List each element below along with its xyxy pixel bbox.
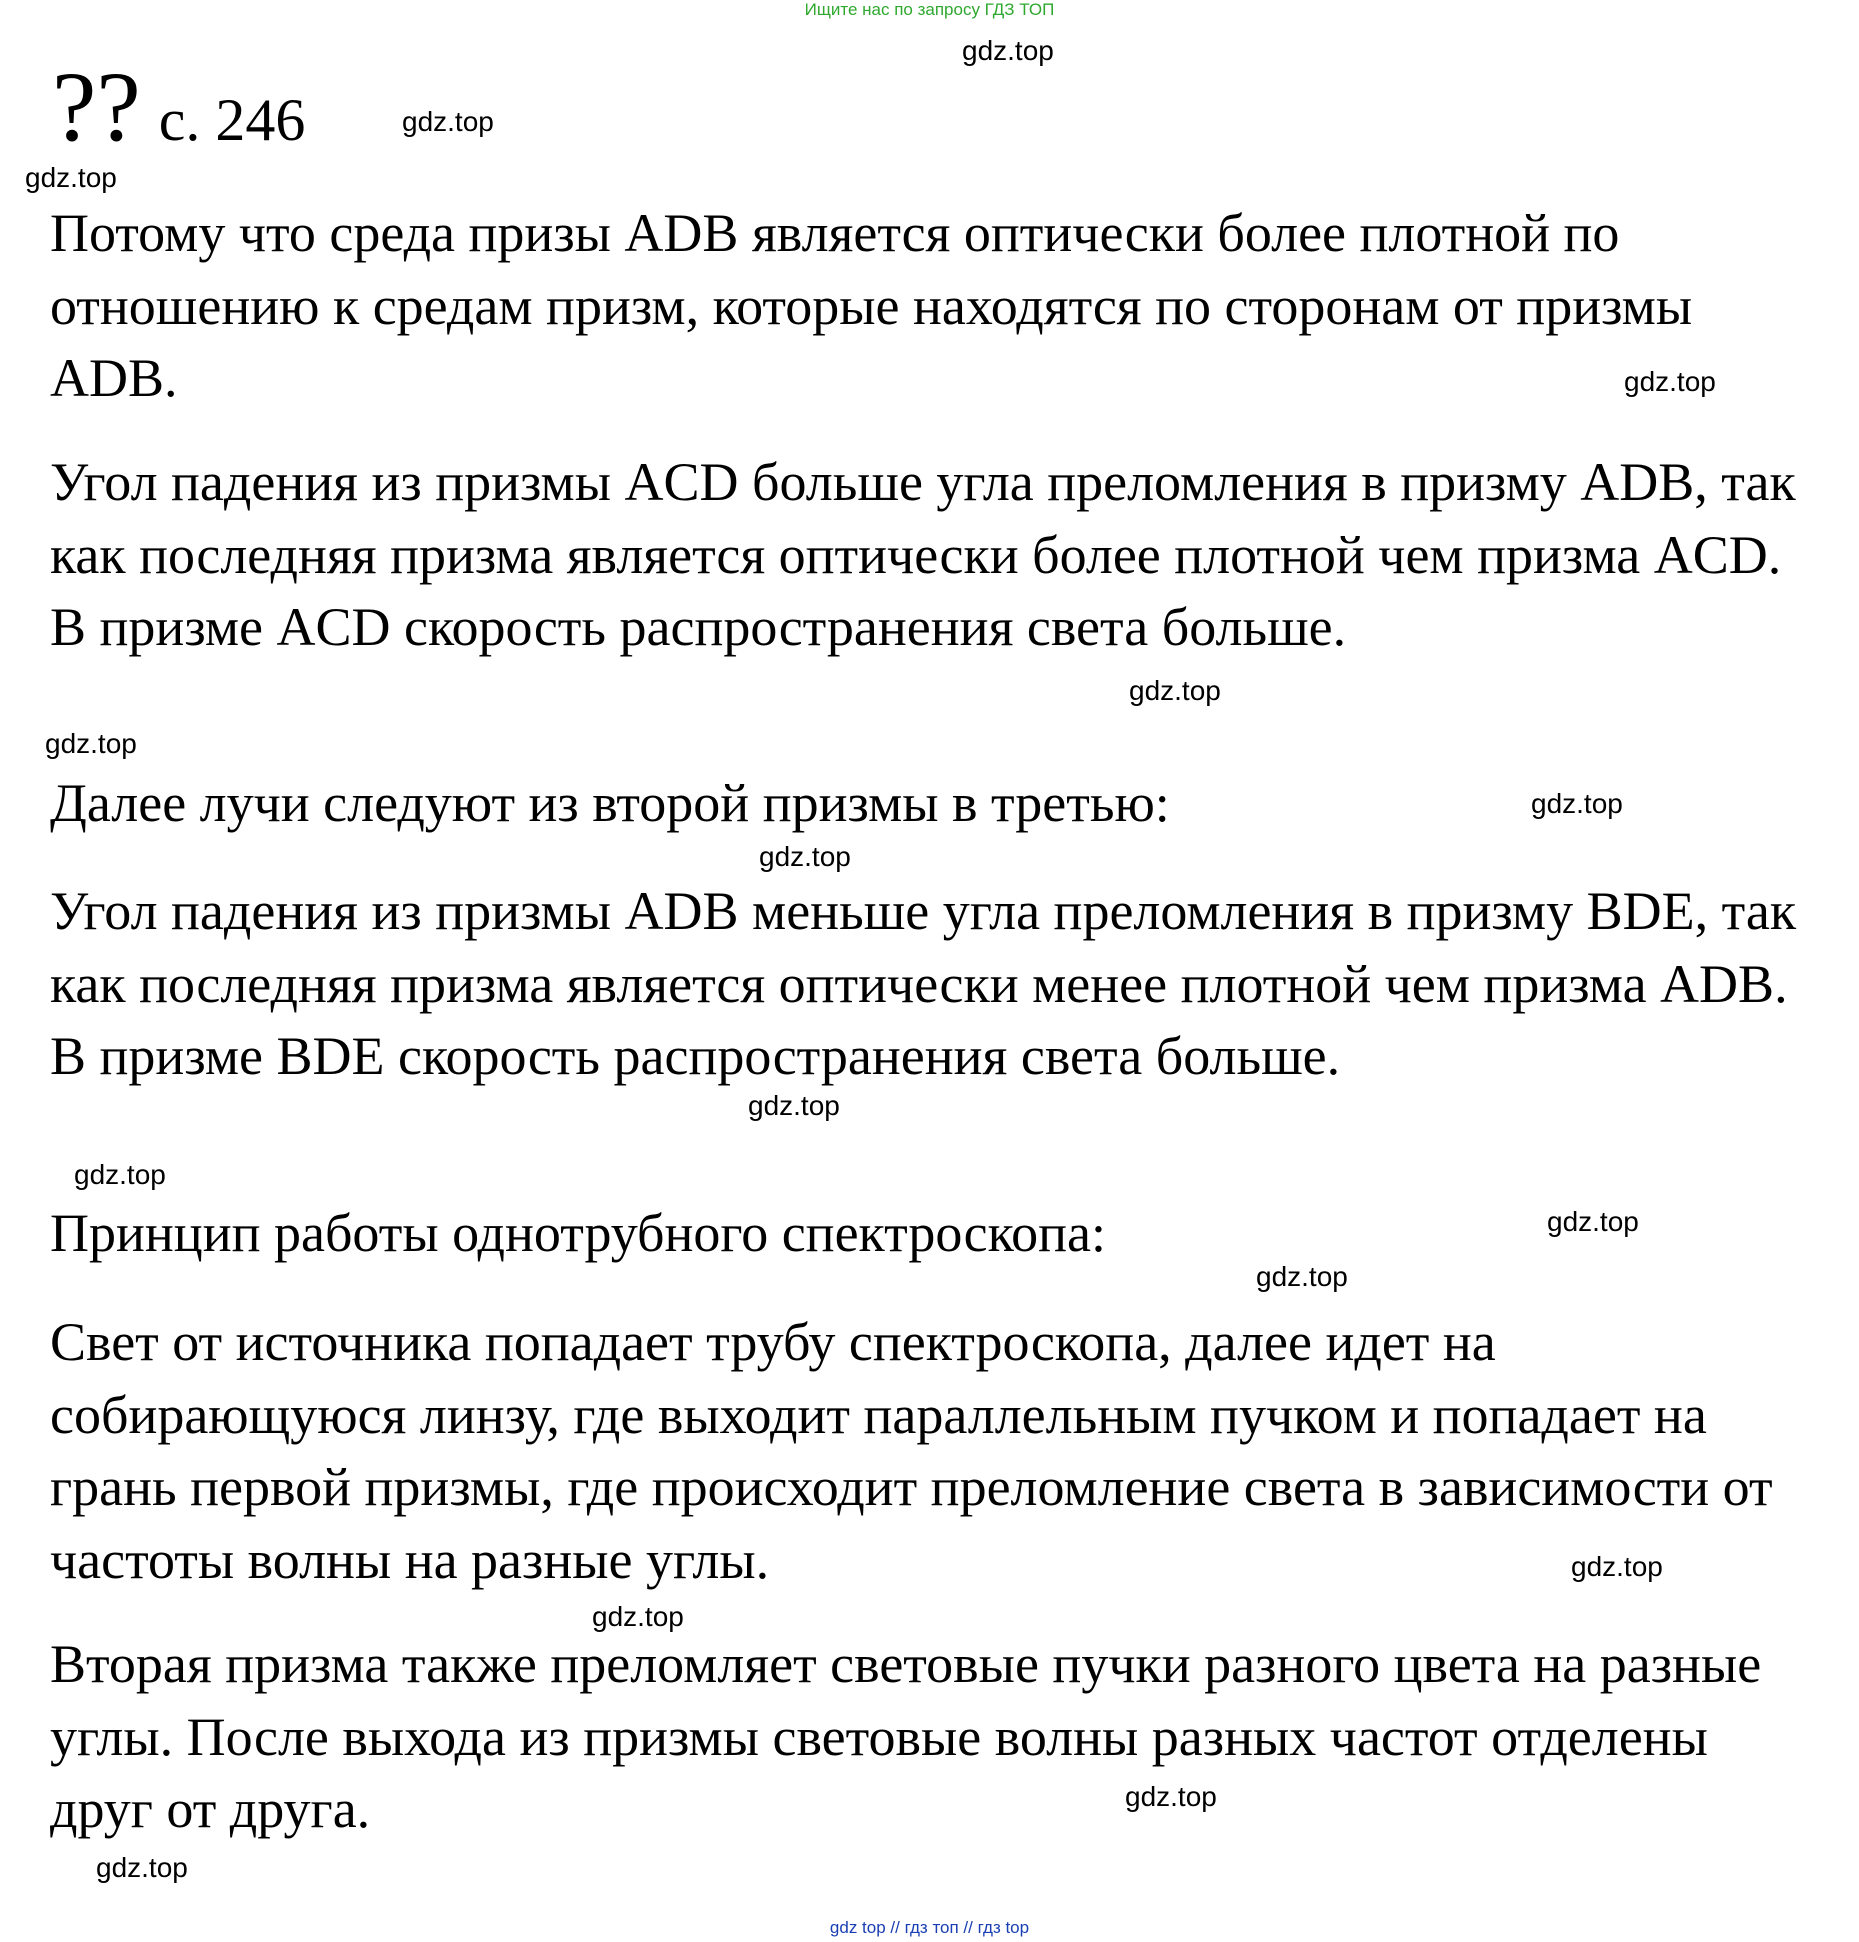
watermark: gdz.top [1571, 1551, 1663, 1582]
paragraph-7: Вторая призма также преломляет световые пучки разного цвета на разные углы. После выхода из призмы световые волны разных частот отделены друг от друга. [50, 1634, 1762, 1839]
watermark: gdz.top [592, 1601, 684, 1632]
paragraph-3: Далее лучи следуют из второй призмы в третью: [50, 773, 1170, 833]
top-banner: Ищите нас по запросу ГДЗ ТОП [804, 0, 1055, 19]
watermark: gdz.top [1624, 366, 1716, 397]
watermark: gdz.top [25, 162, 117, 193]
page-header [52, 52, 305, 175]
watermark: gdz.top [96, 1852, 188, 1883]
watermark: gdz.top [45, 728, 137, 759]
page-number: с. 246 [158, 87, 306, 153]
watermark: gdz.top [74, 1159, 166, 1190]
watermark: gdz.top [1256, 1261, 1348, 1292]
watermark: gdz.top [962, 35, 1054, 66]
paragraph-5: Принцип работы однотрубного спектроскопа: [50, 1203, 1107, 1263]
paragraph-4: Угол падения из призмы ADB меньше угла преломления в призму BDE, так как последняя призма является оптически менее плотной чем призма ADB. В призме BDE скорость распространения света больше. [50, 881, 1797, 1086]
paragraph-6: Свет от источника попадает трубу спектроскопа, далее идет на собирающуюся линзу, где выходит параллельным пучком и попадает на грань первой призмы, где происходит преломление света в зависимости от частоты волны на разные углы. [50, 1312, 1773, 1590]
watermark: gdz.top [748, 1090, 840, 1121]
question-marks: ?? [52, 51, 141, 162]
watermark: gdz.top [402, 106, 494, 137]
watermark: gdz.top [1531, 788, 1623, 819]
paragraph-1: Потому что среда призы ADB является оптически более плотной по отношению к средам призм, которые находятся по сторонам от призмы ADB. [50, 203, 1693, 408]
watermark: gdz.top [759, 841, 851, 872]
footer-links: gdz top // гдз топ // гдз top [829, 1918, 1030, 1937]
watermark: gdz.top [1125, 1781, 1217, 1812]
watermark: gdz.top [1129, 675, 1221, 706]
watermark: gdz.top [1547, 1206, 1639, 1237]
paragraph-2: Угол падения из призмы ACD больше угла преломления в призму ADB, так как последняя призма является оптически более плотной чем призма ACD. В призме ACD скорость распространения света больше. [50, 452, 1796, 657]
